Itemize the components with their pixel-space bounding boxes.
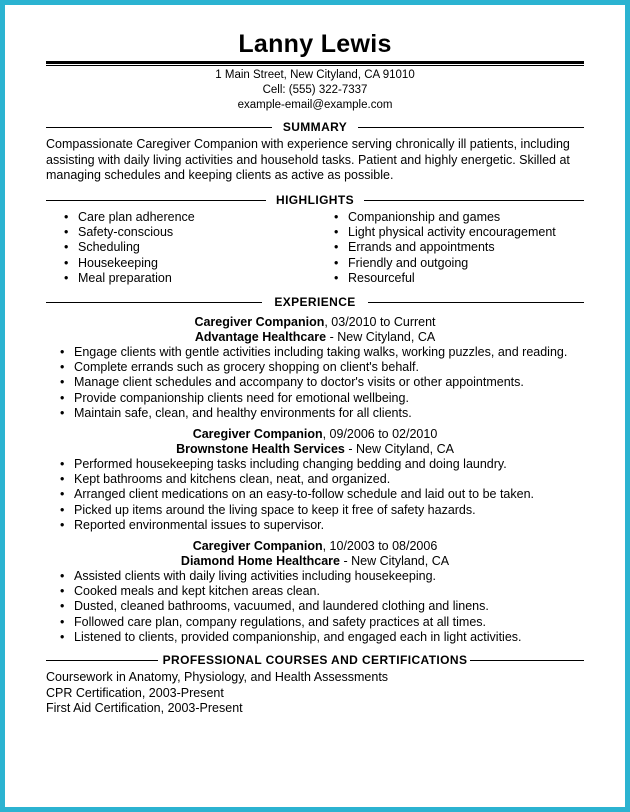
job-dates: , 09/2006 to 02/2010 bbox=[322, 427, 438, 441]
courses-rule-right bbox=[470, 660, 584, 661]
highlight-item: • Care plan adherence bbox=[60, 210, 195, 225]
highlight-item: • Errands and appointments bbox=[330, 240, 556, 255]
job-duty: • Dusted, cleaned bathrooms, vacuumed, and laundered clothing and linens. bbox=[56, 599, 584, 614]
job-duty: • Arranged client medications on an easy-to-follow schedule and laid out to be taken. bbox=[56, 487, 584, 502]
highlights-rule-right bbox=[364, 200, 584, 201]
job-location: - New Cityland, CA bbox=[340, 554, 450, 568]
highlights-left-list bbox=[60, 210, 195, 286]
job-duty: • Picked up items around the living space to keep it free of safety hazards. bbox=[56, 503, 584, 518]
contact-address: 1 Main Street, New Cityland, CA 91010 bbox=[215, 69, 415, 81]
summary-section-heading bbox=[46, 120, 584, 134]
courses-section-heading bbox=[46, 653, 584, 667]
job-duty: • Cooked meals and kept kitchen areas clean. bbox=[56, 584, 584, 599]
highlight-item: • Resourceful bbox=[330, 271, 556, 286]
course-item: First Aid Certification, 2003-Present bbox=[46, 701, 243, 715]
job-title-line bbox=[46, 539, 584, 554]
highlights-heading: HIGHLIGHTS bbox=[276, 193, 354, 207]
highlights-section-heading bbox=[46, 193, 584, 207]
job-employer: Diamond Home Healthcare bbox=[180, 554, 340, 568]
job-employer: Brownstone Health Services bbox=[176, 442, 345, 456]
summary-rule-right bbox=[358, 127, 584, 128]
highlight-item: • Friendly and outgoing bbox=[330, 256, 556, 271]
job-duty: • Reported environmental issues to supervisor. bbox=[56, 518, 584, 533]
job-duties-list bbox=[56, 345, 584, 421]
highlights-right-list bbox=[330, 210, 556, 286]
job-duty: • Maintain safe, clean, and healthy environments for all clients. bbox=[56, 406, 584, 421]
job-location: - New Cityland, CA bbox=[344, 442, 454, 456]
job-location: - New Cityland, CA bbox=[326, 330, 436, 344]
job-duty: • Manage client schedules and accompany to doctor's visits or other appointments. bbox=[56, 375, 584, 390]
courses-list bbox=[46, 670, 388, 717]
job-duty: • Kept bathrooms and kitchens clean, neat, and organized. bbox=[56, 472, 584, 487]
job-duty: • Provide companionship clients need for emotional wellbeing. bbox=[56, 391, 584, 406]
courses-heading: PROFESSIONAL COURSES AND CERTIFICATIONS bbox=[162, 653, 468, 667]
experience-heading: EXPERIENCE bbox=[274, 295, 356, 309]
header-divider bbox=[46, 61, 584, 66]
contact-email: example-email@example.com bbox=[237, 99, 393, 111]
job-employer-line bbox=[46, 442, 584, 457]
job-title: Caregiver Companion bbox=[192, 427, 323, 441]
course-item: Coursework in Anatomy, Physiology, and Health Assessments bbox=[46, 670, 389, 684]
job-duty: • Complete errands such as grocery shopping on client's behalf. bbox=[56, 360, 584, 375]
highlight-item: • Meal preparation bbox=[60, 271, 195, 286]
candidate-name: Lanny Lewis bbox=[238, 30, 392, 58]
course-item: CPR Certification, 2003-Present bbox=[46, 685, 224, 700]
job-duty: • Followed care plan, company regulations, and safety practices at all times. bbox=[56, 615, 584, 630]
experience-rule-right bbox=[368, 302, 584, 303]
job-duty: • Assisted clients with daily living activities including housekeeping. bbox=[56, 569, 584, 584]
highlight-item: • Scheduling bbox=[60, 240, 195, 255]
job-title: Caregiver Companion bbox=[192, 539, 323, 553]
job-dates: , 10/2003 to 08/2006 bbox=[322, 539, 438, 553]
summary-text: Compassionate Caregiver Companion with experience serving chronically ill patients, including assisting with daily living activities and household tasks. Patient and highly energetic. Skilled at managing schedules and keeping clients as active as possible. bbox=[46, 137, 570, 182]
job-title-line bbox=[46, 427, 584, 442]
highlight-item: • Housekeeping bbox=[60, 256, 195, 271]
job-duty: • Listened to clients, provided companionship, and engaged each in light activities. bbox=[56, 630, 584, 645]
job-title-line bbox=[46, 315, 584, 330]
job-employer-line bbox=[46, 330, 584, 345]
job-duty: • Performed housekeeping tasks including changing bedding and doing laundry. bbox=[56, 457, 584, 472]
job-employer-line bbox=[46, 554, 584, 569]
experience-section-heading bbox=[46, 295, 584, 309]
highlight-item: • Safety-conscious bbox=[60, 225, 195, 240]
job-employer: Advantage Healthcare bbox=[194, 330, 327, 344]
contact-phone: Cell: (555) 322-7337 bbox=[262, 84, 368, 96]
highlight-item: • Light physical activity encouragement bbox=[330, 225, 556, 240]
summary-heading: SUMMARY bbox=[282, 120, 348, 134]
job-duties-list bbox=[56, 569, 584, 645]
job-title: Caregiver Companion bbox=[194, 315, 325, 329]
highlight-item: • Companionship and games bbox=[330, 210, 556, 225]
job-duties-list bbox=[56, 457, 584, 533]
job-dates: , 03/2010 to Current bbox=[324, 315, 436, 329]
job-duty: • Engage clients with gentle activities including taking walks, working puzzles, and reading. bbox=[56, 345, 584, 360]
